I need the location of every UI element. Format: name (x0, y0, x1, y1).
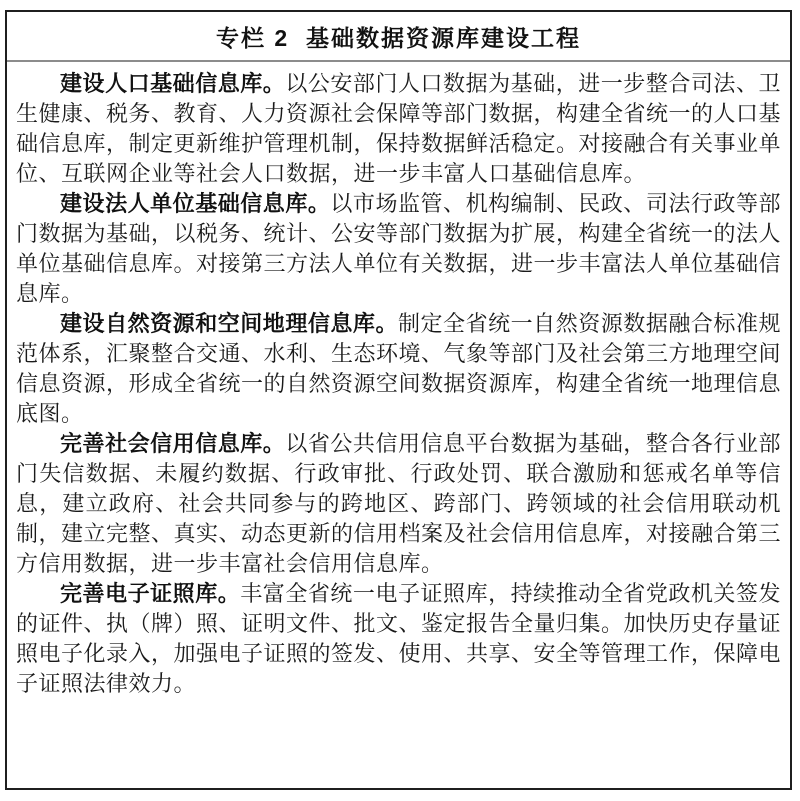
paragraph-social-credit-database (16, 429, 781, 579)
paragraph-population-database (16, 69, 781, 189)
paragraph-electronic-license-database (16, 579, 781, 699)
paragraph-legal-entity-database (16, 189, 781, 309)
paragraph-lead: 建设人口基础信息库。 (60, 71, 286, 96)
paragraph-lead: 建设自然资源和空间地理信息库。 (60, 311, 398, 336)
panel-body (7, 62, 790, 699)
paragraph-body: 制定全省统一自然资源数据融合标准规范体系，汇聚整合交通、水利、生态环境、气象等部门及社会第三方地理空间信息资源，形成全省统一的自然资源空间数据资源库，构建全省统一地理信息底图。 (16, 311, 782, 426)
paragraph-natural-resources-database (16, 309, 781, 429)
paragraph-lead: 建设法人单位基础信息库。 (60, 191, 331, 216)
paragraph-lead: 完善社会信用信息库。 (60, 431, 286, 456)
paragraph-lead: 完善电子证照库。 (60, 581, 241, 606)
paragraph-body: 丰富全省统一电子证照库，持续推动全省党政机关签发的证件、执（牌）照、证明文件、批文、鉴定报告全量归集。加快历史存量证照电子化录入，加强电子证照的签发、使用、共享、安全等管理工作，保障电子证照法律效力。 (16, 581, 782, 696)
paragraph-body: 以公安部门人口数据为基础，进一步整合司法、卫生健康、税务、教育、人力资源社会保障等部门数据，构建全省统一的人口基础信息库，制定更新维护管理机制，保持数据鲜活稳定。对接融合有关事业单位、互联网企业等社会人口数据，进一步丰富人口基础信息库。 (16, 71, 782, 186)
panel-title: 专栏 2 基础数据资源库建设工程 (216, 24, 581, 51)
paragraph-body: 以省公共信用信息平台数据为基础，整合各行业部门失信数据、未履约数据、行政审批、行政处罚、联合激励和惩戒名单等信息，建立政府、社会共同参与的跨地区、跨部门、跨领域的社会信用联动机制，建立完整、真实、动态更新的信用档案及社会信用信息库，对接融合第三方信用数据，进一步丰富社会信用信息库。 (16, 431, 782, 576)
column-panel (5, 10, 792, 790)
paragraph-body: 以市场监管、机构编制、民政、司法行政等部门数据为基础，以税务、统计、公安等部门数据为扩展，构建全省统一的法人单位基础信息库。对接第三方法人单位有关数据，进一步丰富法人单位基础信息库。 (16, 191, 782, 306)
panel-title-row (7, 12, 790, 62)
